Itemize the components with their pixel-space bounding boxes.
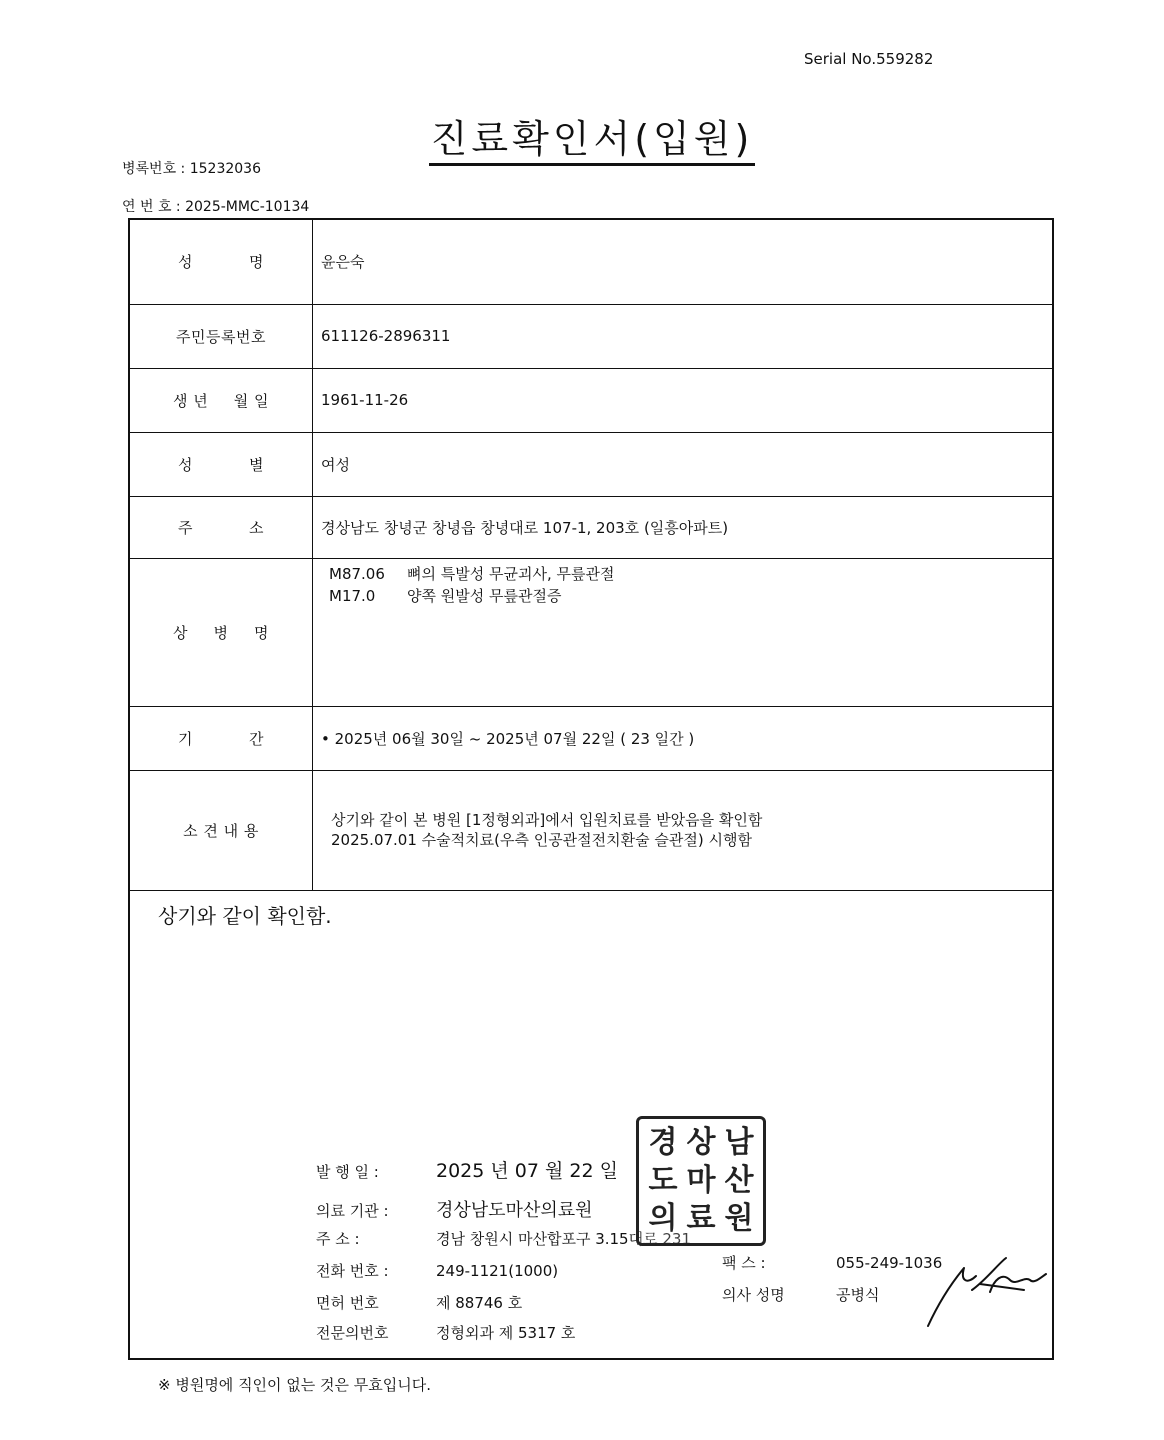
institution-name: 경상남도마산의료원 bbox=[436, 1200, 593, 1221]
phone-value: 249-1121(1000) bbox=[436, 1262, 559, 1280]
row-address bbox=[130, 496, 1052, 558]
label-birth bbox=[130, 368, 313, 432]
label-name bbox=[130, 220, 313, 304]
label-period-a: 기 bbox=[178, 729, 193, 748]
issuing-institution bbox=[316, 1196, 593, 1222]
diagnosis-item bbox=[329, 585, 1052, 607]
serial-number-value: 2025-MMC-10134 bbox=[185, 199, 310, 215]
label-name-a: 성 bbox=[178, 253, 193, 272]
phone-label: 전화 번호 : bbox=[316, 1262, 389, 1280]
license-value: 제 88746 호 bbox=[436, 1294, 523, 1312]
row-birth bbox=[130, 368, 1052, 432]
label-diagnosis bbox=[130, 558, 313, 706]
doctor-name bbox=[722, 1284, 879, 1305]
label-address bbox=[130, 496, 313, 558]
serial-number-line bbox=[122, 196, 309, 216]
diagnosis-code: M87.06 bbox=[329, 564, 385, 583]
institution-label: 의료 기관 : bbox=[316, 1202, 389, 1220]
seal-glyph: 산 bbox=[724, 1163, 754, 1198]
value-diagnosis bbox=[313, 558, 1053, 706]
diagnosis-desc: 뼈의 특발성 무균괴사, 무릎관절 bbox=[407, 564, 615, 583]
fax-value: 055-249-1036 bbox=[836, 1254, 943, 1272]
issue-date bbox=[316, 1156, 618, 1183]
label-period bbox=[130, 706, 313, 770]
label-opinion: 소 견 내 용 bbox=[130, 770, 313, 890]
serial-number-label: 연 번 호 : bbox=[122, 199, 186, 215]
fax-number bbox=[722, 1252, 942, 1273]
institution-address-value: 경남 창원시 마산합포구 3.15대로 231 bbox=[436, 1230, 691, 1248]
label-birth-a: 생 년 bbox=[173, 391, 209, 410]
seal-glyph: 경 bbox=[648, 1125, 678, 1160]
value-birth: 1961-11-26 bbox=[313, 368, 1053, 432]
confirm-statement: 상기와 같이 확인함. bbox=[158, 904, 332, 928]
row-resident-no bbox=[130, 304, 1052, 368]
label-sex-b: 별 bbox=[249, 455, 264, 474]
institution-address-label: 주 소 : bbox=[316, 1230, 360, 1248]
issue-date-value: 2025 년 07 월 22 일 bbox=[436, 1160, 618, 1182]
seal-glyph: 도 bbox=[648, 1163, 678, 1198]
seal-glyph: 원 bbox=[724, 1201, 754, 1236]
label-resident-no: 주민등록번호 bbox=[130, 304, 313, 368]
label-diagnosis-c: 명 bbox=[254, 623, 269, 642]
diagnosis-code: M17.0 bbox=[329, 586, 376, 605]
serial-number: Serial No.559282 bbox=[804, 50, 934, 68]
label-name-b: 명 bbox=[249, 253, 264, 272]
license-label: 면허 번호 bbox=[316, 1294, 379, 1312]
row-opinion bbox=[130, 770, 1052, 890]
diagnosis-desc: 양쪽 원발성 무릎관절증 bbox=[407, 586, 562, 605]
opinion-line-1: 상기와 같이 본 병원 [1정형외과]에서 입원치료를 받았음을 확인함 bbox=[331, 811, 763, 829]
seal-glyph: 마 bbox=[686, 1163, 716, 1198]
record-number-label: 병록번호 : bbox=[122, 161, 190, 177]
diagnosis-item bbox=[329, 563, 1052, 585]
specialist-value: 정형외과 제 5317 호 bbox=[436, 1324, 576, 1342]
value-resident-no: 611126-2896311 bbox=[313, 304, 1053, 368]
label-diagnosis-a: 상 bbox=[173, 623, 188, 642]
document-title bbox=[0, 108, 1164, 163]
label-sex bbox=[130, 432, 313, 496]
doctor-value: 공병식 bbox=[836, 1286, 880, 1304]
doctor-label: 의사 성명 bbox=[722, 1286, 785, 1304]
fax-label: 팩 스 : bbox=[722, 1254, 766, 1272]
specialist-number bbox=[316, 1322, 575, 1343]
institution-address bbox=[316, 1228, 691, 1249]
doctor-signature bbox=[920, 1250, 1050, 1330]
label-address-a: 주 bbox=[178, 518, 193, 537]
row-sex bbox=[130, 432, 1052, 496]
value-name: 윤은숙 bbox=[313, 220, 1053, 304]
label-diagnosis-b: 병 bbox=[213, 623, 229, 642]
label-period-b: 간 bbox=[249, 729, 264, 748]
label-birth-b: 월 일 bbox=[233, 391, 269, 410]
value-sex: 여성 bbox=[313, 432, 1053, 496]
license-number bbox=[316, 1292, 522, 1313]
specialist-label: 전문의번호 bbox=[316, 1324, 389, 1342]
institution-phone bbox=[316, 1260, 558, 1281]
opinion-line-2: 2025.07.01 수술적치료(우측 인공관절전치환술 슬관절) 시행함 bbox=[331, 831, 752, 849]
seal-glyph: 의 bbox=[648, 1201, 678, 1236]
seal-glyph: 상 bbox=[686, 1125, 716, 1160]
record-number-value: 15232036 bbox=[189, 161, 261, 177]
row-period bbox=[130, 706, 1052, 770]
label-sex-a: 성 bbox=[178, 455, 193, 474]
certificate-frame bbox=[128, 218, 1054, 1360]
label-address-b: 소 bbox=[249, 518, 264, 537]
patient-info-table bbox=[130, 220, 1052, 891]
value-opinion bbox=[313, 770, 1053, 890]
record-number bbox=[122, 158, 261, 178]
issue-date-label: 발 행 일 : bbox=[316, 1163, 379, 1181]
value-period: • 2025년 06월 30일 ~ 2025년 07월 22일 ( 23 일간 ) bbox=[313, 706, 1053, 770]
document-title-text: 진료확인서(입원) bbox=[429, 117, 756, 166]
value-address: 경상남도 창녕군 창녕읍 창녕대로 107-1, 203호 (일흥아파트) bbox=[313, 496, 1053, 558]
official-seal bbox=[636, 1116, 766, 1246]
footnote: ※ 병원명에 직인이 없는 것은 무효입니다. bbox=[158, 1376, 432, 1394]
seal-glyph: 료 bbox=[686, 1201, 716, 1236]
row-diagnosis bbox=[130, 558, 1052, 706]
seal-glyph: 남 bbox=[724, 1125, 754, 1160]
row-name bbox=[130, 220, 1052, 304]
